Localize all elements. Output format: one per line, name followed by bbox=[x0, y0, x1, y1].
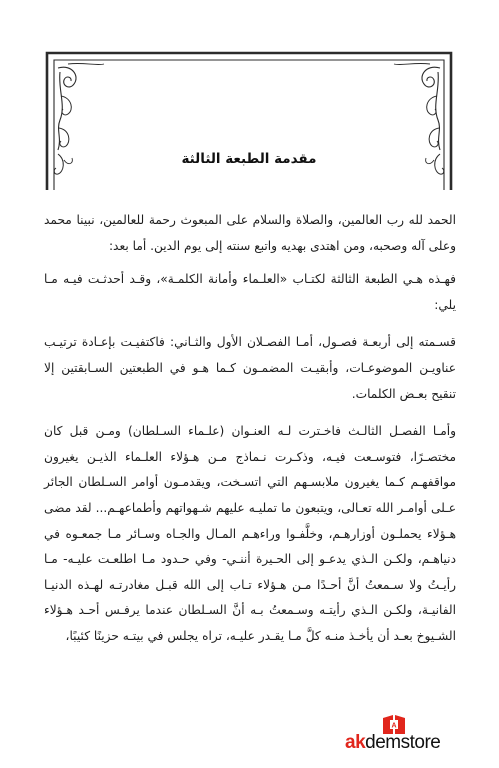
paragraph-opening: الحمد لله رب العالمين، والصلاة والسلام على المبعوث رحمة للعالمين، نبينا محمد وعلى آله وصحبه، ومن اهتدى بهديه واتبع سنته إلى يوم الدين. أما بعد: bbox=[44, 213, 456, 253]
watermark-prefix: ak bbox=[345, 732, 366, 753]
ornament-border-icon bbox=[44, 50, 454, 190]
watermark-text bbox=[345, 732, 465, 754]
watermark bbox=[345, 712, 465, 757]
watermark-suffix: demstore bbox=[365, 732, 441, 753]
ornamental-frame bbox=[44, 50, 454, 190]
chapter-title: مقدمة الطبعة الثالثة bbox=[181, 151, 317, 167]
svg-text:A: A bbox=[391, 722, 397, 730]
paragraph-third-chapter: وأمـا الفصـل الثالـث فاخـترت لـه العنـوان (علـماء السـلطان) ومـن قبل كان مختصـرًا، فتوسـعت فيـه، وذكـرت نـماذج مـن هـؤلاء العلـماء الذيـن يغيرون مواقفهـم كـما يغيرون ملابسـهم التي اتسـخت، ويقدمـون أوامر السـلطان الجائر عـلى أوامـر الله تعـالى، ويتبعون ما تمليـه عليهم شـهواتهم وأطماعهـم... لقد مضى هـؤلاء يحملـون أوزارهـم، وخلَّفـوا وراءهـم المـال والجـاه وسـائر مـا جمعـوه في دنياهـم، ولكـن الـذي يدعـو إلى الحـيرة أننـي- وفي حـدود مـا اطلعـت عليـه- مـا رأيـتُ ولا سـمعتُ أنَّ أحـدًا مـن هـؤلاء تـاب إلى الله قبـل مغادرتـه لهـذه الدنيـا الفانيـة، ولكـن الـذي رأيتـه وسـمعتُ بـه أنَّ السـلطان عندما يرفـس أحـد هـؤلاء الشـيوخ بعـد أن يأخـذ منـه كلَّ مـا يقـدر عليـه، تراه يجلس في بيتـه حزينًا كئيبًا، bbox=[44, 424, 456, 643]
paragraph-chapters: قسـمته إلى أربعـة فصـول، أمـا الفصـلان الأول والثـاني: فاكتفيـت بإعـادة ترتيـب عناويـن الموضوعـات، وأبقيـت المضمـون كـما هـو في الطبعتين السـابقتين إلا تنقيح بعـض الكلمات. bbox=[44, 335, 456, 401]
preface-body bbox=[44, 208, 456, 662]
paragraph-edition: فهـذه هـي الطبعة الثالثة لكتـاب «العلـماء وأمانة الكلمـة»، وقـد أحدثـت فيـه مـا يلي: bbox=[44, 272, 456, 312]
